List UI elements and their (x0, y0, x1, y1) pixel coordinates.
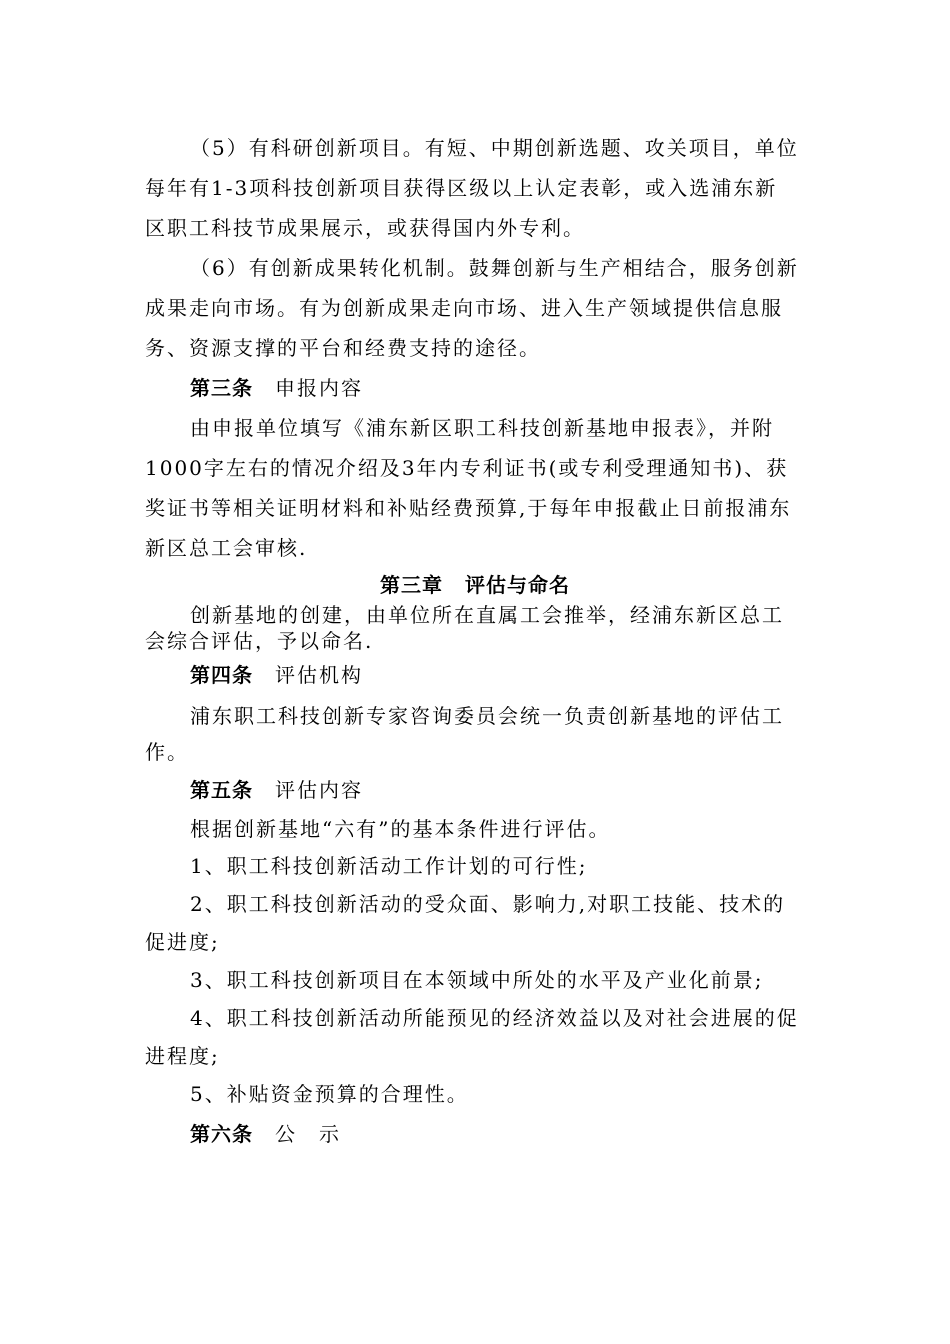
article-3-title: 第三条 (190, 376, 253, 400)
article-5-item-3: 3、职工科技创新项目在本领域中所处的水平及产业化前景; (190, 968, 764, 992)
chapter-3-number: 第三章 (380, 573, 443, 597)
chapter-3-line-2: 会综合评估，予以命名. (145, 629, 374, 653)
article-3-line-2: 1000字左右的情况介绍及3年内专利证书(或专利受理通知书)、获 (145, 456, 789, 480)
article-5-item-2-line-2: 促进度; (145, 930, 220, 954)
para-5-line-2: 每年有1-3项科技创新项目获得区级以上认定表彰，或入选浦东新 (145, 176, 778, 200)
article-4-subtitle: 评估机构 (275, 663, 363, 687)
article-5-item-1: 1、职工科技创新活动工作计划的可行性; (190, 854, 588, 878)
article-3-subtitle: 申报内容 (275, 376, 363, 400)
article-4-line-1: 浦东职工科技创新专家咨询委员会统一负责创新基地的评估工 (190, 704, 784, 728)
article-6-title: 第六条 (190, 1122, 253, 1146)
para-6-line-3: 务、资源支撑的平台和经费支持的途径。 (145, 336, 541, 360)
chapter-3-title: 评估与命名 (465, 573, 570, 597)
article-4-line-2: 作。 (145, 740, 189, 764)
para-6-line-2: 成果走向市场。有为创新成果走向市场、进入生产领域提供信息服 (145, 296, 783, 320)
article-5-title: 第五条 (190, 778, 253, 802)
article-4-heading (190, 662, 810, 688)
article-5-item-2-line-1: 2、职工科技创新活动的受众面、影响力,对职工技能、技术的 (190, 892, 786, 916)
chapter-3-line-1: 创新基地的创建，由单位所在直属工会推举，经浦东新区总工 (190, 603, 784, 627)
article-5-intro: 根据创新基地“六有”的基本条件进行评估。 (190, 817, 611, 841)
article-6-heading (190, 1121, 810, 1147)
chapter-3-heading (0, 572, 950, 598)
article-5-item-4-line-2: 进程度; (145, 1044, 220, 1068)
article-6-subtitle: 公 示 (275, 1122, 341, 1146)
para-5-line-1: （5）有科研创新项目。有短、中期创新选题、攻关项目，单位 (190, 136, 799, 160)
article-5-item-5: 5、补贴资金预算的合理性。 (190, 1082, 469, 1106)
article-5-item-4-line-1: 4、职工科技创新活动所能预见的经济效益以及对社会进展的促 (190, 1006, 799, 1030)
article-3-line-1: 由申报单位填写《浦东新区职工科技创新基地申报表》，并附 (190, 416, 774, 440)
para-6-line-1: （6）有创新成果转化机制。鼓舞创新与生产相结合，服务创新 (190, 256, 799, 280)
article-5-subtitle: 评估内容 (275, 778, 363, 802)
article-3-heading (190, 375, 810, 401)
article-4-title: 第四条 (190, 663, 253, 687)
article-3-line-4: 新区总工会审核. (145, 536, 308, 560)
article-5-heading (190, 777, 810, 803)
para-5-line-3: 区职工科技节成果展示，或获得国内外专利。 (145, 216, 585, 240)
article-3-line-3: 奖证书等相关证明材料和补贴经费预算,于每年申报截止日前报浦东 (145, 496, 792, 520)
